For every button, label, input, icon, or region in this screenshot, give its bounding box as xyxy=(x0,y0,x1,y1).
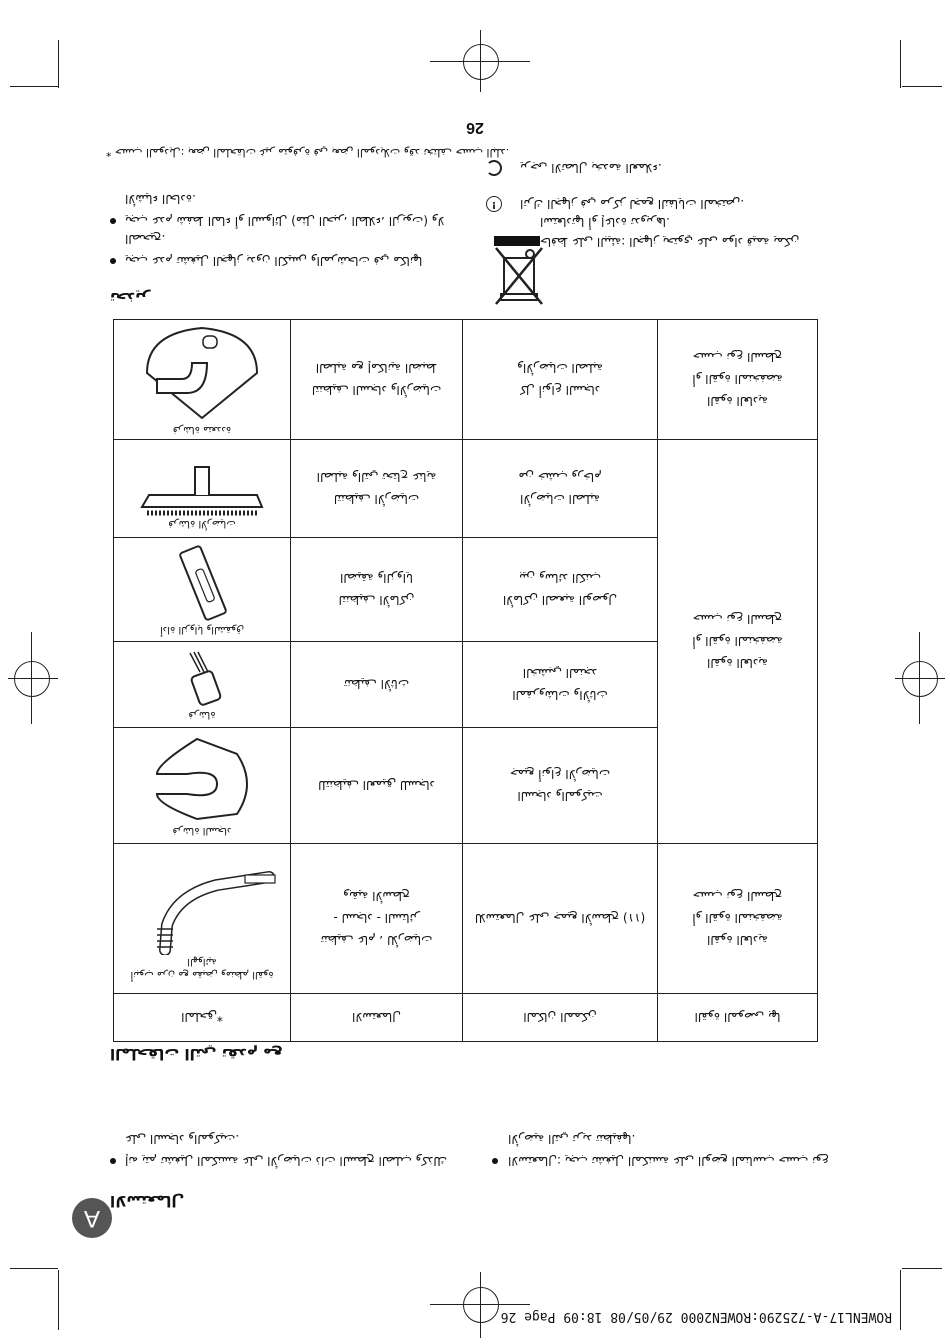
exclamation-circle-icon: ! xyxy=(486,196,502,212)
environment-line-3: يرجى الاتصال بخدمة العملاء. xyxy=(520,161,662,175)
place-line: جميع أنواع الأرضيات xyxy=(509,767,611,782)
place-line: كل أنواع السجاد xyxy=(519,383,601,398)
footnote: * حسب الموديل: بعض الملحقات غير متوفرة في بعض الموديلات وقد تختلف حسب البلد. xyxy=(106,146,510,159)
bullet-dot xyxy=(492,1158,498,1164)
accessory-caption: فرشاة الأرضيات xyxy=(168,518,236,529)
multi-brush-icon xyxy=(137,323,267,423)
accessories-table xyxy=(113,319,818,1042)
hose-handle-icon xyxy=(127,856,277,956)
accessory-caption: أنبوب مرن مع مقبض ومنظم القوة الهوائية xyxy=(130,956,274,981)
accessory-cell xyxy=(114,728,291,844)
accessory-caption: فرشاة السجاد xyxy=(172,825,232,836)
power-line: أو القوة المنخفضة xyxy=(692,372,783,387)
usage-line: للتنظيف العميق للسجاد xyxy=(318,778,435,793)
header-usage-label: الاستعمال xyxy=(352,1010,401,1025)
place-cell xyxy=(463,440,658,538)
table-row xyxy=(114,728,818,844)
page-number: 26 xyxy=(466,119,484,136)
furniture-brush-icon xyxy=(172,648,232,708)
place-line: الأرضيات الصلبة xyxy=(520,492,600,507)
usage-line: لتنظيف السجاد والأرضيات xyxy=(311,383,442,398)
carpet-brush-icon xyxy=(147,734,257,824)
place-cell xyxy=(463,844,658,994)
place-line: الخشبي المنجد xyxy=(522,666,598,681)
accessory-cell xyxy=(114,642,291,728)
power-line: القوة العادية xyxy=(707,656,768,671)
power-line: القوة العادية xyxy=(707,933,768,948)
usage-cell xyxy=(291,320,463,440)
place-cell xyxy=(463,728,658,844)
place-line: للاستعمال على جميع الأسطح (١١) xyxy=(474,911,646,926)
environment-line-1: حافظ على البيئة: الجهاز يحتوي على مواد قيمة يمكن استعادتها أو إعادة تدويرها. xyxy=(540,215,800,249)
header-accessory-label: الملحق* xyxy=(181,1010,223,1025)
table-title: الملحقات التي تقدم مع xyxy=(110,1045,283,1063)
power-cell xyxy=(658,440,818,844)
place-line: المفروشات والأثاث xyxy=(512,688,608,703)
usage-title: الاستعمال xyxy=(110,1192,185,1210)
header-place xyxy=(463,994,658,1042)
warning-bullet-2: يجب عدم شفط الماء أو السوائل (مثل الحبر، الطلاء، الزيوت) ولا الأشياء الحادة. xyxy=(125,192,445,228)
usage-line: تنظيف الأثاث xyxy=(343,677,410,692)
usage-line: لتنظيف الأماكن xyxy=(338,593,415,608)
header-power xyxy=(658,994,818,1042)
accessory-caption: فرشاة متعددة xyxy=(172,424,232,435)
power-line: حسب نوع السطح xyxy=(692,350,783,365)
language-tab-letter: A xyxy=(84,1205,101,1232)
warning-bullet-1: يجب عدم تشغيل الجهاز بدون الكيس والمرشحات في مكانها الصحيح. xyxy=(125,232,423,268)
accessory-caption: أداة الزوايا والشقوق xyxy=(160,624,244,635)
language-tab-badge xyxy=(72,1198,112,1238)
crevice-tool-icon xyxy=(162,543,242,623)
header-usage xyxy=(291,994,463,1042)
place-line: والأرضيات الصلبة xyxy=(517,361,603,376)
header-place-label: المكان الممكن xyxy=(523,1010,597,1025)
accessory-cell xyxy=(114,320,291,440)
place-line: من خشب ورخام xyxy=(518,470,602,485)
bullet-dot xyxy=(110,258,116,264)
header-power-label: القوة الموصى بها xyxy=(694,1010,781,1025)
usage-cell xyxy=(291,844,463,994)
usage-line: - لسجاد - الستائر xyxy=(333,911,420,926)
accessory-cell xyxy=(114,844,291,994)
place-line: الأماكن الصعبة الوصول xyxy=(502,593,618,608)
table-row xyxy=(114,320,818,440)
power-line: أو القوة المنخفضة xyxy=(692,634,783,649)
printer-slug: ROWENL17-A-725290:ROWEN2000 29/05/08 18:09 Page 26 xyxy=(500,1309,892,1324)
place-cell xyxy=(463,642,658,728)
place-line: السجاد والموكيت xyxy=(517,789,603,804)
accessory-cell xyxy=(114,538,291,642)
usage-cell xyxy=(291,642,463,728)
accessory-cell xyxy=(114,440,291,538)
table-header-row xyxy=(114,994,818,1042)
usage-cell xyxy=(291,728,463,844)
c-arrow-icon xyxy=(486,160,502,176)
bullet-dot xyxy=(110,218,116,224)
usage-bullet-1: إنه يتم تشغيل المكنسة على الأرضيات ذات السطح الصلب وكذلك على السجاد والموكيت. xyxy=(125,1132,448,1168)
accessory-caption: فرشاة xyxy=(188,709,216,720)
place-cell xyxy=(463,538,658,642)
power-line: القوة العادية xyxy=(707,394,768,409)
usage-line: الضيقة والزوايا xyxy=(340,571,413,586)
place-cell xyxy=(463,320,658,440)
usage-cell xyxy=(291,440,463,538)
environment-line-2: اترك الجهاز في مركز لجمع النفايات المختص. xyxy=(520,197,745,211)
power-line: حسب نوع السطح xyxy=(692,889,783,904)
header-accessory xyxy=(114,994,291,1042)
place-line: بين وسائد الكنب xyxy=(519,571,601,586)
usage-line: الصلبة مع إمكانية الضبط xyxy=(315,361,438,376)
power-line: حسب نوع السطح xyxy=(692,612,783,627)
power-cell xyxy=(658,320,818,440)
weee-bar xyxy=(494,236,540,246)
usage-cell xyxy=(291,538,463,642)
warning-title: تحذير xyxy=(110,289,151,307)
table-row xyxy=(114,844,818,994)
power-line: أو القوة المنخفضة xyxy=(692,911,783,926)
usage-line: وبقية الأسطح xyxy=(343,889,410,904)
bullet-dot xyxy=(110,1158,116,1164)
usage-bullet-2: الاستعمال: يجب تشغيل المكنسة على الوضع المناسب حسب نوع الأرضية التي تريد تنظيفها. xyxy=(508,1132,829,1168)
usage-line: تنظيف عام ، للأرضيات xyxy=(320,933,433,948)
crossed-out-wheelie-bin-icon xyxy=(490,242,546,308)
usage-line: لتنظيف الأرضيات xyxy=(333,492,420,507)
floor-brush-icon xyxy=(137,447,267,517)
power-cell xyxy=(658,844,818,994)
usage-line: الصلبة والتي تحتاج عناية xyxy=(316,470,437,485)
